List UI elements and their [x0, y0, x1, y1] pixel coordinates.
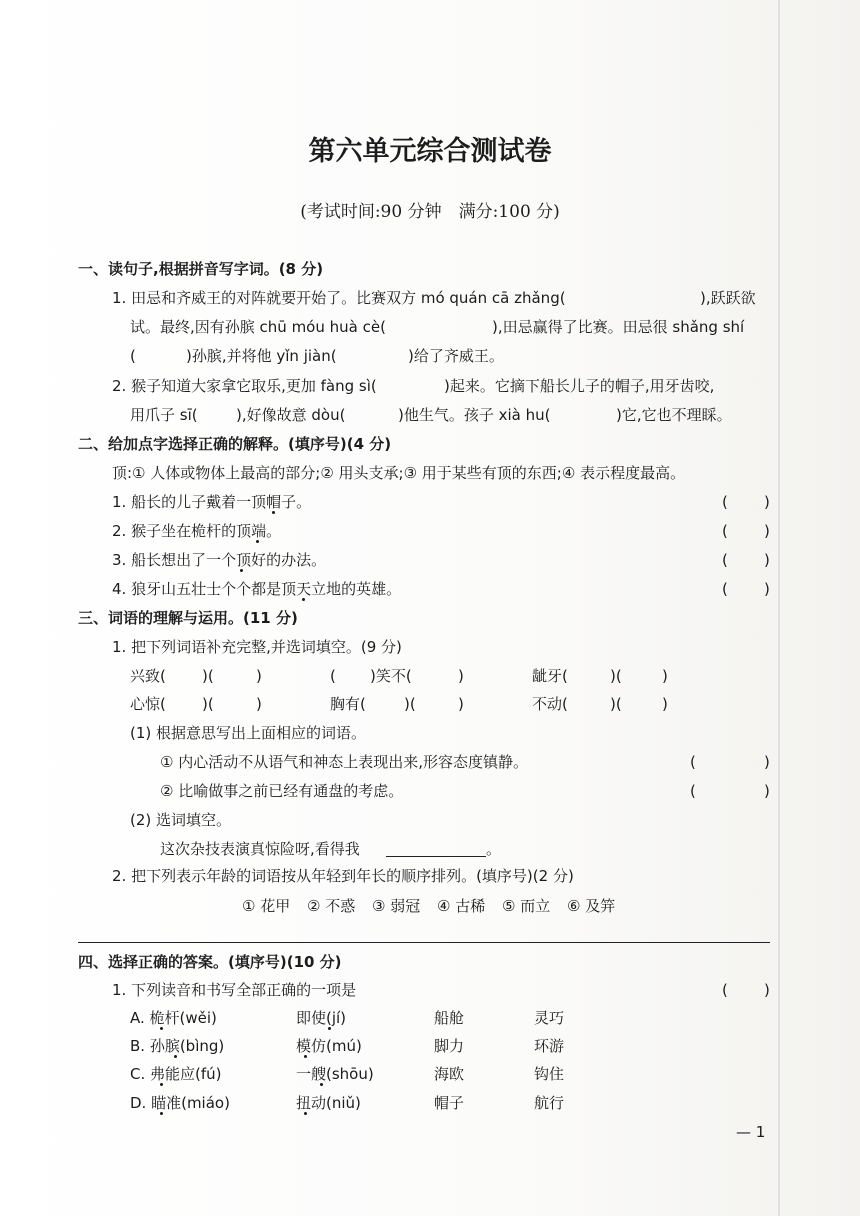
option-c-3: 海欧: [434, 1065, 465, 1083]
answer-close: ): [764, 753, 770, 771]
section4-heading: 四、选择正确的答案。(填序号)(10 分): [78, 953, 342, 971]
q2-line1-b: )起来。它摘下船长儿子的帽子,用牙齿咬,: [444, 377, 715, 395]
q1-line3-a: (: [130, 347, 136, 365]
word-fill: (: [330, 667, 336, 685]
s3-sub2-sentence: 这次杂技表演真惊险呀,看得我: [160, 840, 360, 858]
emphasis-dot: [272, 511, 275, 514]
definitions: 顶:① 人体或物体上最高的部分;② 用头支承;③ 用于某些有顶的东西;④ 表示程度最高。: [112, 464, 686, 482]
word-fill: )(: [610, 695, 622, 713]
word-fill: )(: [202, 667, 214, 685]
s3-sub1-item-2: ② 比喻做事之前已经有通盘的考虑。: [160, 782, 404, 800]
answer-open: (: [722, 580, 728, 598]
q1-line3-c: )给了齐威王。: [408, 347, 504, 365]
answer-close: ): [764, 981, 770, 999]
emphasis-dot: [160, 1027, 163, 1030]
s3-q2: 2. 把下列表示年龄的词语按从年轻到年长的顺序排列。(填序号)(2 分): [112, 867, 574, 885]
emphasis-dot: [160, 1083, 163, 1086]
option-c-4: 钩住: [534, 1065, 565, 1083]
s3-q1: 1. 把下列词语补充完整,并选词填空。(9 分): [112, 638, 402, 656]
s3-sub1-item-1: ① 内心活动不从语气和神态上表现出来,形容态度镇静。: [160, 753, 528, 771]
page-subtitle: (考试时间:90 分钟 满分:100 分): [300, 202, 560, 222]
word-fill: ): [662, 695, 668, 713]
age-option: ① 花甲: [242, 897, 291, 915]
option-a-2: 即使(jí): [296, 1009, 347, 1027]
page-edge: [778, 0, 780, 1216]
emphasis-dot: [304, 1055, 307, 1058]
answer-open: (: [722, 981, 728, 999]
option-d-3: 帽子: [434, 1094, 465, 1112]
emphasis-dot: [320, 1083, 323, 1086]
q1-line3-b: )孙膑,并将他 yǐn jiàn(: [186, 347, 337, 365]
word-fill: 心惊(: [130, 695, 166, 713]
word-fill: )笑不(: [370, 667, 412, 685]
option-d-4: 航行: [534, 1094, 565, 1112]
word-fill: 胸有(: [330, 695, 366, 713]
option-d-1: D. 瞄准(miáo): [130, 1094, 230, 1112]
s4-q1: 1. 下列读音和书写全部正确的一项是: [112, 981, 357, 999]
option-c-1: C. 弗能应(fú): [130, 1065, 222, 1083]
answer-close: ): [764, 782, 770, 800]
s3-sub1: (1) 根据意思写出上面相应的词语。: [130, 724, 367, 742]
option-b-3: 脚力: [434, 1037, 465, 1055]
word-fill: 龇牙(: [532, 667, 568, 685]
s2-item-2: 2. 猴子坐在桅杆的顶端。: [112, 522, 282, 540]
word-fill: 不动(: [532, 695, 568, 713]
answer-open: (: [722, 522, 728, 540]
age-option: ④ 古稀: [437, 897, 486, 915]
word-fill: )(: [202, 695, 214, 713]
q1-line2-b: ),田忌赢得了比赛。田忌很 shǎng shí: [492, 318, 745, 336]
answer-open: (: [722, 551, 728, 569]
q1-line1-a: 1. 田忌和齐威王的对阵就要开始了。比赛双方 mó quán cā zhǎng(: [112, 289, 566, 307]
s2-item-4: 4. 狼牙山五壮士个个都是顶天立地的英雄。: [112, 580, 402, 598]
word-fill: ): [662, 667, 668, 685]
emphasis-dot: [304, 1112, 307, 1115]
q2-line2-c: )他生气。孩子 xià hu(: [398, 406, 551, 424]
option-a-4: 灵巧: [534, 1009, 565, 1027]
s2-item-3: 3. 船长想出了一个顶好的办法。: [112, 551, 327, 569]
answer-close: ): [764, 580, 770, 598]
age-option: ② 不惑: [307, 897, 356, 915]
word-fill: 兴致(: [130, 667, 166, 685]
option-d-2: 扭动(niǔ): [296, 1094, 361, 1112]
q2-line2-d: )它,它也不理睬。: [616, 406, 732, 424]
age-options: [242, 896, 627, 916]
word-fill: ): [458, 667, 464, 685]
emphasis-dot: [174, 1055, 177, 1058]
emphasis-dot: [302, 598, 305, 601]
answer-close: ): [764, 551, 770, 569]
word-fill: ): [256, 667, 262, 685]
q2-line1-a: 2. 猴子知道大家拿它取乐,更加 fàng sì(: [112, 377, 377, 395]
page-number: — 1: [736, 1123, 766, 1141]
s2-item-1: 1. 船长的儿子戴着一顶帽子。: [112, 493, 312, 511]
section2-heading: 二、给加点字选择正确的解释。(填序号)(4 分): [78, 435, 392, 453]
fill-blank-line: [386, 856, 486, 857]
s3-sub2: (2) 选词填空。: [130, 811, 232, 829]
word-fill: ): [256, 695, 262, 713]
emphasis-dot: [328, 1027, 331, 1030]
age-option: ⑤ 而立: [502, 897, 551, 915]
option-b-4: 环游: [534, 1037, 565, 1055]
emphasis-dot: [256, 540, 259, 543]
option-a-1: A. 桅杆(wěi): [130, 1009, 217, 1027]
s3-sub2-end: 。: [486, 840, 502, 858]
q2-line2-a: 用爪子 sī(: [130, 406, 198, 424]
emphasis-dot: [240, 569, 243, 572]
option-b-2: 模仿(mú): [296, 1037, 362, 1055]
emphasis-dot: [160, 1112, 163, 1115]
section1-heading: 一、读句子,根据拼音写字词。(8 分): [78, 260, 324, 278]
page-title: 第六单元综合测试卷: [308, 136, 552, 167]
answer-open: (: [722, 493, 728, 511]
word-fill: )(: [404, 695, 416, 713]
section3-heading: 三、词语的理解与运用。(11 分): [78, 609, 298, 627]
word-fill: ): [458, 695, 464, 713]
option-c-2: 一艘(shōu): [296, 1065, 374, 1083]
option-a-3: 船舱: [434, 1009, 465, 1027]
answer-open: (: [690, 753, 696, 771]
option-b-1: B. 孙膑(bìng): [130, 1037, 225, 1055]
answer-close: ): [764, 493, 770, 511]
age-option: ⑥ 及笄: [567, 897, 616, 915]
answer-close: ): [764, 522, 770, 540]
word-fill: )(: [610, 667, 622, 685]
age-option: ③ 弱冠: [372, 897, 421, 915]
q1-line2-a: 试。最终,因有孙膑 chū móu huà cè(: [130, 318, 386, 336]
answer-open: (: [690, 782, 696, 800]
q1-line1-b: ),跃跃欲: [700, 289, 756, 307]
answer-line: [78, 942, 770, 943]
q2-line2-b: ),好像故意 dòu(: [236, 406, 346, 424]
